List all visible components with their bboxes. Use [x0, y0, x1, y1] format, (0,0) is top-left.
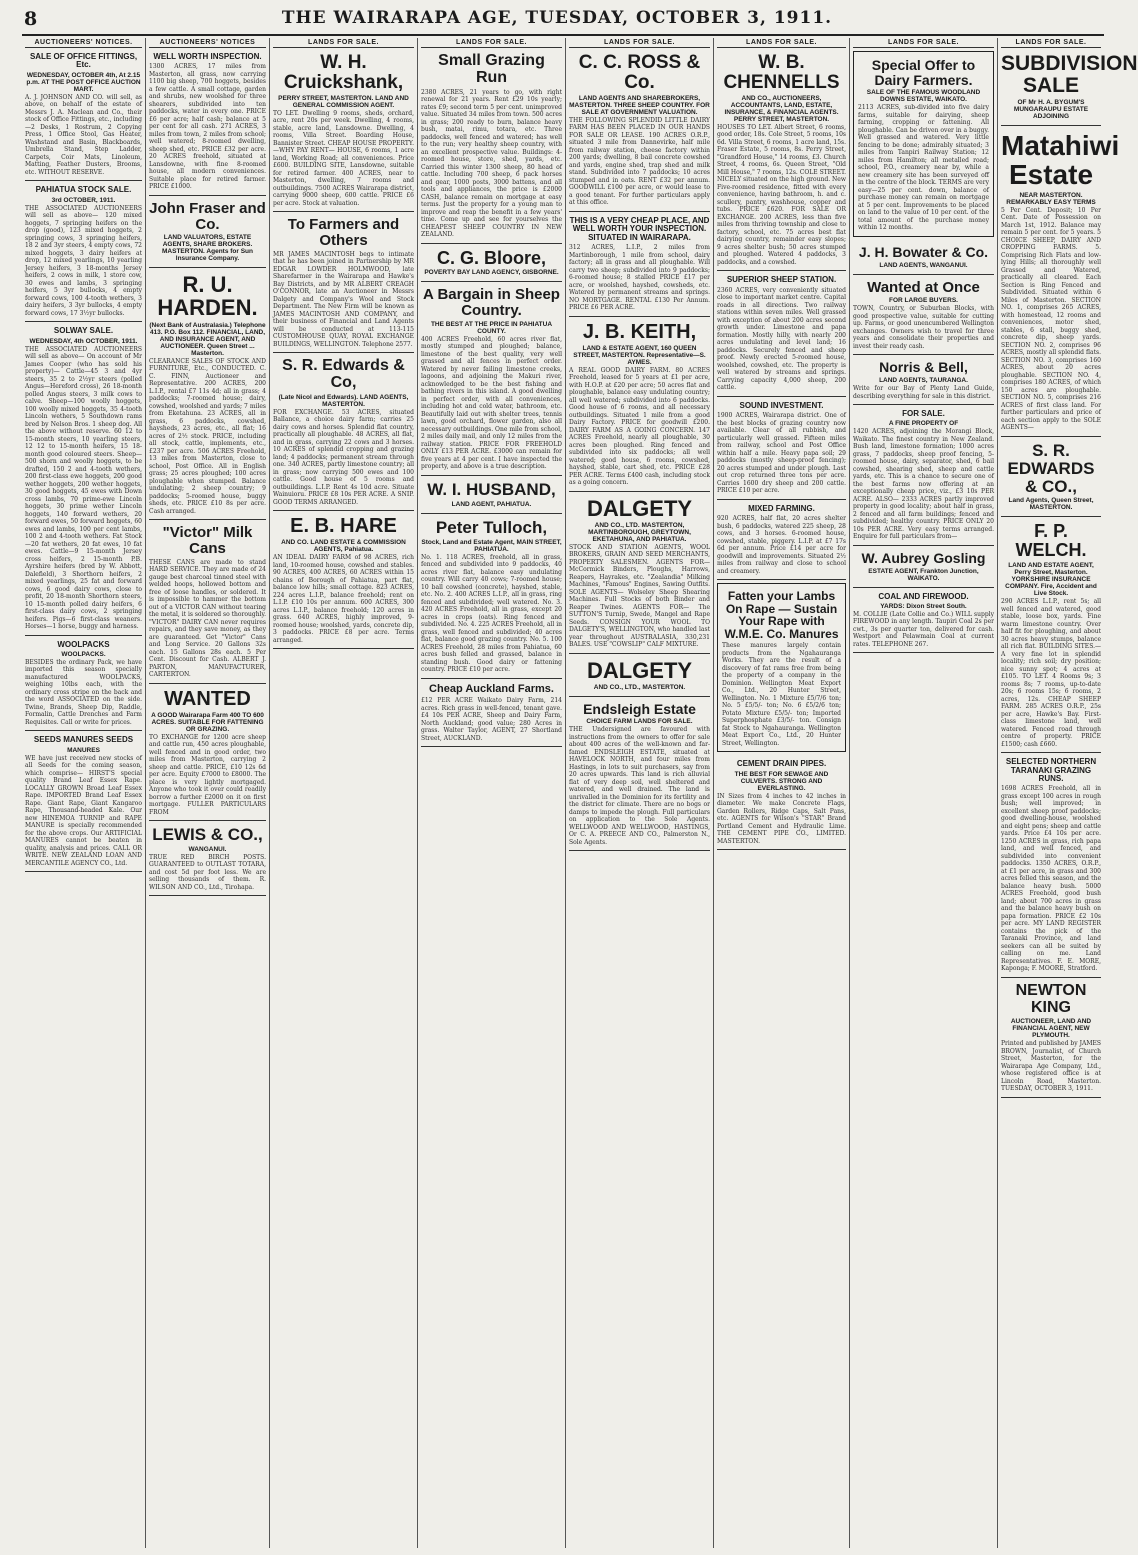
- ad-body: AN IDEAL DAIRY FARM of 98 ACRES, rich land, 10-roomed house, cowshed and stables. 90 ACRES, 400 ACRES, 60 ACRES within 15 chains of Borough of Pahiatua, part flat, balance low hills; small cottage. 823 ACRES, 224 acres L.I.P., balance freehold; rent on L.I.P. £10 10s per annum. 600 ACRES, 300 acres L.I.P., balance freehold; 120 acres in grass. 640 ACRES, highly improved, 9-roomed house; woolshed, yards, concrete dip, 3 paddocks. PRICE £8 per acre. Terms arranged.: [273, 554, 414, 644]
- advertisement-solway-sale: [25, 322, 142, 635]
- ad-subtitle: LAND AGENTS, WANGANUI.: [879, 261, 968, 269]
- page-number: 8: [24, 8, 38, 30]
- advertisement-dalgety: [569, 654, 710, 697]
- ad-title: Small Grazing Run: [438, 52, 545, 86]
- ad-title: W. Aubrey Gosling: [861, 549, 986, 566]
- advertisement-dalgety: [569, 492, 710, 654]
- ad-body: 1300 ACRES, 17 miles from Masterton, all grass, now carrying 1100 big sheep, 700 hoggets, besides a few cattle. A small cottage, garden and shrubs, new woolshed for three shearers, subdivided into ten paddocks, water in every one. PRICE £6 per acre; half cash; balance at 5 per cent for all cash. 271 ACRES, 3 miles from town, 2 miles from school; well watered; 8-roomed dwelling, sheep shed, etc. PRICE £32 per acre. 20 ACRES freehold, situated at Lansdowne, with fine 8-roomed house, all modern conveniences. Suitable place for retired farmer. PRICE £1000.: [149, 63, 266, 191]
- advertisement-victor-milk-cans: [149, 520, 266, 684]
- ad-body: IN Sizes from 4 inches to 42 inches in diameter. We make Concrete Flags, Garden Rollers, Ridge Caps, Salt Pans, etc. AGENTS for Wilson's "STAR" Brand Portland Cement and Hydraulic Lime. THE CEMENT PIPE CO., LIMITED. MASTERTON.: [717, 792, 846, 845]
- column-heading: AUCTIONEERS' NOTICES: [149, 38, 266, 48]
- column-3: [270, 38, 418, 1548]
- ad-subtitle: WEDNESDAY, OCTOBER 4th, At 2.15 p.m. AT THE POST OFFICE AUCTION MART.: [26, 71, 141, 93]
- ad-body: MR JAMES MACINTOSH begs to intimate that he has been joined in Partnership by MR EDGAR LOWDER HOLMWOOD, late Sharefarmer in the Wairarapa and Hawke's Bay Districts, and by MR ALBERT CREAGH O'CONNOR, late an Auctioneer in Messrs Dalgety and Company's Wool and Stock Department. The New Firm will be known as JAMES MACINTOSH AND COMPANY, and their business of Financial and Land Agents will be conducted at 113-115 CUSTOMHOUSE QUAY, ROYAL EXCHANGE BUILDINGS, WELLINGTON. Telephone 2577.: [273, 250, 414, 348]
- ad-body: TO EXCHANGE for 1200 acre sheep and cattle run, 450 acres ploughable, well fenced and in good order, two miles from Masterton, carrying 2 sheep and cattle. PRICE, £10 12s 6d per acre. Equity £7000 to £8000. The place is very lightly mortgaged. Anyone who took it over could readily borrow a further £2000 on it on first mortgage. FULLER PARTICULARS FROM: [149, 733, 266, 816]
- column-7: [850, 38, 998, 1548]
- ad-title: NEWTON KING: [1015, 981, 1087, 1016]
- advertisement-e-b-hare: [273, 511, 414, 649]
- ad-body: 400 ACRES Freehold, 60 acres river flat, mostly stumped and ploughed; balance, limestone of the best quality, very well grassed and all fences in perfect order. Watered by never failing limestone creeks, lagoons, and adjoining the Makuri river, acknowledged to be the best fishing and bathing rivers in this island. A good dwelling in perfect order, with all conveniences, including hot and cold water, bathroom, etc. Beautifully laid out with shelter trees, tennis lawn, good orchard, flower garden, also all necessary outbuildings. One mile from school, 2 miles daily mail, and only 12 miles from the railway station. PRICE FOR FREEHOLD ONLY £13 PER ACRE. £3000 can remain for five years at 4 per cent. I have inspected the property, and above is a true description.: [421, 335, 562, 471]
- advertisement-matahiwi-estate: [1001, 126, 1120, 437]
- masthead-rule: [22, 34, 1104, 36]
- ad-title: S. R. Edwards & Co,: [282, 357, 405, 392]
- column-heading: LANDS FOR SALE.: [569, 38, 710, 48]
- ad-subtitle: LAND AND ESTATE AGENT, Perry Street, Masterton. YORKSHIRE INSURANCE COMPANY. Fire, Accident and Live Stock.: [1005, 562, 1097, 598]
- ad-title: SUPERIOR SHEEP STATION.: [726, 275, 837, 285]
- ad-title: J. B. KEITH,: [582, 320, 697, 343]
- ad-subtitle: 3rd OCTOBER, 1911.: [51, 196, 116, 204]
- ad-body: THESE CANS are made to stand HARD SERVICE. They are made of 24 gauge best charcoal tinned steel with welded hoops, hollowed bottom and free of loose handles, or soldered. It is impossible to hammer the bottom out of a VICTOR CAN without tearing the metal, it is soldered so thoroughly. "VICTOR" DAIRY CAN never requires repairs, and they save money, as they are guaranteed. Get "Victor" Cans and Long Service. 20 Gallons 32s each. 15 Gallons 28s each. 5 Per Cent. Discount for Cash. ALBERT J. PARTON, MANUFACTURER, CARTERTON.: [149, 558, 266, 679]
- ad-subtitle: LAND AGENTS, TAURANGA.: [879, 377, 968, 384]
- ad-title: THIS IS A VERY CHEAP PLACE, AND WELL WORTH YOUR INSPECTION. SITUATED IN WAIRARAPA.: [569, 215, 710, 242]
- ad-body: 920 ACRES, half flat, 20 acres shelter bush, 6 paddocks, watered 225 sheep, 28 cows, and 3 horses. 6-roomed house, cowshed, stable, piggery. L.I.P. at £7 17s 6d per annum. Price £14 per acre for goodwill and improvements. Situated 2½ miles from railway and close to school and creamery.: [717, 515, 846, 575]
- advertisement-wanted: [149, 684, 266, 822]
- columns-container: [22, 38, 1138, 1548]
- ad-subtitle: ESTATE AGENT, Frankton Junction, WAIKATO.: [868, 567, 979, 582]
- ad-body: A. J. JOHNSON AND CO. will sell, as above, on behalf of the estate of Messrs J. A. Maclean and Co., their stock of Office Fittings, etc., including—2 Desks, 1 Rostrum, 2 Copying Press, 1 Office Stool, Gas Heater, Washstand and Basin, Blackboards, Umbrella Stand, Step Ladder, Carpets, Coir Mats, Linoleum, Matting, Feather Dusters, Brooms, etc. WITHOUT RESERVE.: [25, 93, 142, 176]
- ad-subtitle: LAND VALUATORS, ESTATE AGENTS, SHARE BROKERS. MASTERTON. Agents for Sun Insurance Company.: [162, 234, 253, 263]
- column-6: [714, 38, 850, 1548]
- ad-subtitle: NEAR MASTERTON. REMARKABLY EASY TERMS: [1006, 191, 1096, 206]
- advertisement-to-farmers-and-others: [273, 212, 414, 353]
- ad-body: BESIDES the ordinary Pack, we have imported this season specially manufactured WOOLPACKS, weighing 10lbs each, with the ordinary cross stripe on the back and the word ASSOCIATED on the side. Twine, Brands, Sheep Dip, Raddle, Formalin, Cattle Drenches and Farm Requisites. Call or write for prices.: [25, 658, 142, 726]
- ad-title: Endsleigh Estate: [583, 700, 696, 717]
- advertisement-coal-and-firewood: [853, 588, 994, 654]
- ad-subtitle: OF Mr H. A. BYGUM'S MUNGARAUPU ESTATE ADJOINING: [1013, 99, 1089, 121]
- advertisement-norris-bell: [853, 355, 994, 405]
- advertisement-c-c-ross-co: [569, 48, 710, 212]
- column-8: [998, 38, 1138, 1548]
- advertisement-newton-king: [1001, 978, 1101, 1098]
- ad-body: 5 Per Cent. Deposit; 10 Per Cent. Date of Possession on March 1st, 1912. Balance may remain 5 per cent. for 5 years. 5 CHOICE SHEEP, DAIRY AND CROPPING FARMS. 5. Comprising Rich Flats and low-lying Hills; all thoroughly well Grassed and Watered, practically all cleared. Each Section is Ring Fenced and Subdivided. Situated within 6 Miles of Masterton. SECTION NO. 1, comprises 265 ACRES, with homestead, 12 rooms and conveniences, motor shed, stables, 6 stall, buggy shed, concrete dip, sheep yards. SECTION NO. 2, comprises 96 ACRES, mostly all splendid flats. SECTION NO. 3, comprises 160 ACRES, about 20 acres ploughable. SECTION NO. 4, comprises 180 ACRES, of which 150 acres are ploughable. SECTION NO. 5, comprises 216 ACRES of first class land. For further particulars and price of each section apply to the SOLE AGENTS—: [1001, 206, 1101, 432]
- advertisement-john-fraser-and-co: [149, 196, 266, 269]
- ad-title: SALE OF OFFICE FITTINGS, Etc.: [29, 52, 138, 70]
- column-5: [566, 38, 714, 1548]
- ad-title: Norris & Bell,: [879, 359, 968, 376]
- ad-title: WOOLPACKS: [57, 639, 110, 649]
- ad-body: TRUE RED BIRCH POSTS. GUARANTEED to OUTLAST TOTARA, and cost 5d per foot less. We are selling thousands of them. R. WILSON AND CO., Ltd., Tirohapa.: [149, 853, 266, 891]
- advertisement-a-bargain-in-sheep-country: [421, 282, 562, 476]
- advertisement-w-i-husband: [421, 476, 562, 514]
- ad-subtitle: WANGANUI.: [188, 845, 227, 853]
- ad-title: DALGETY: [586, 657, 693, 683]
- advertisement-mixed-farming: [717, 500, 846, 580]
- advertisement-wanted-at-once: [853, 275, 994, 356]
- ad-subtitle: AND CO., LTD., MASTERTON.: [593, 683, 686, 691]
- advertisement-s-r-edwards-co: [1001, 437, 1101, 518]
- ad-subtitle: LAND AGENT, PAHIATUA.: [451, 500, 532, 508]
- ad-body: 2360 ACRES, very conveniently situated close to important market centre. Capital roads in all directions. Two railway stations within seven miles. Well grassed with exception of about 200 acres second growth under. Limestone and papa formation. Mostly hilly, with nearly 200 acres undulating and level land; 16 paddocks. Securely fenced and sheep proof. Newly erected 5-roomed house, woolshed, cowshed, etc. The property is well watered by streams and springs. Carrying capacity 4,000 sheep, 200 cattle.: [717, 286, 846, 392]
- ad-body: CLEARANCE SALES OF STOCK AND FURNITURE, Etc., CONDUCTED. C. C. FINN, Auctioneer and Representative. 200 ACRES, 200 L.I.P., rental £7 11s 4d; all in grass; 4 paddocks; 7-roomed house; dairy, cowshed, woolshed and yards; 7 miles from Eketahuna. 23 ACRES, all in grass, 6 paddocks, cowshed, haysheds, 23 acres, etc., all flat; 16 acres of 2½ stock. PRICE, including all stock, cattle, implements, etc., £237 per acre. 506 ACRES Freehold, 13 miles from Masterton, close to school, Post Office. All in English grass; 25 acres ploughed; 100 acres ploughable when stumped. Balance undulating; 2 sheep country; 9 paddocks; 5-roomed house, buggy sheds, etc. PRICE £10 8s per acre. Cash arranged.: [149, 357, 266, 515]
- ad-body: THE FOLLOWING SPLENDID LITTLE DAIRY FARM HAS BEEN PLACED IN OUR HANDS FOR SALE OR LEASE. 190 ACRES O.R.P., situated 3 mile from Dannevirke, half mile from railway station, cheese factory within 200 yards; dwelling, 8 bail concrete cowshed and yards, engine shed, trap shed and milk stand. Subdivided into 7 paddocks; 10 acres stumped and in oats. RENT £32 per annum. GOODWILL £100 per acre, or would lease to a good tenant. For further particulars apply at this office.: [569, 116, 710, 207]
- ad-title: SOLWAY SALE.: [53, 326, 114, 336]
- advertisement-fatten-your-lambs-on-rape-sustain-your-r: [717, 583, 846, 752]
- newspaper-title: THE WAIRARAPA AGE, TUESDAY, OCTOBER 3, 1911.: [281, 8, 833, 28]
- advertisement-selected-northern-taranaki-grazing-runs: [1001, 753, 1101, 978]
- ad-body: TO LET. Dwelling 9 rooms, sheds, orchard, acre, rent 20s per week. Dwelling, 4 rooms, stable, acre land, Lansdowne. Dwelling, 4 rooms, Villa Street. Boarding House, Bannister Street. CHEAP HOUSE PROPERTY.—WHY PAY RENT— HOUSE, 6 rooms, 1 acre land, Working Road; all conveniences. Price £600. BUILDING SITE, Lansdowne, suitable for retired farmer. 400 ACRES, near to Masterton, dwelling, 7 rooms and outbuildings. 7500 ACRES Wairarapa district, carrying 9000 sheep, 600 cattle. PRICE £6 per acre. Stock at valuation.: [273, 109, 414, 207]
- ad-subtitle: Land Agents, Queen Street, MASTERTON.: [1008, 497, 1094, 512]
- advertisement-small-grazing-run: [421, 48, 562, 244]
- column-heading: LANDS FOR SALE.: [1001, 38, 1101, 48]
- ad-title: John Fraser and Co.: [149, 199, 266, 233]
- column-1: [22, 38, 146, 1548]
- advertisement-cheap-auckland-farms: [421, 679, 562, 748]
- ad-subtitle: SALE OF THE FAMOUS WOODLAND DOWNS ESTATE, WAIKATO.: [866, 89, 981, 104]
- ad-body: STOCK AND STATION AGENTS, WOOL BROKERS, GRAIN AND SEED MERCHANTS, PROPERTY SALESMEN. AGENTS FOR— McCormick Binders, Ploughs, Harrows, Reapers, Hayrakes, etc. "Zealandia" Milking Machines, "Famous" Engines, Sawing Outfits. SOLE AGENTS— Wolseley Sheep Shearing Machines. Full Stocks of both Binder and Reaper Twines. AGENTS FOR— The SUTTON'S Turnip, Swede, Mangel and Rape Seeds. CONSIGN YOUR WOOL TO DALGETY'S, WELLINGTON, who handled last year throughout AUSTRALASIA, 330,231 BALES. USE "COWSLIP" CALF MIXTURE.: [569, 543, 710, 649]
- ad-title: Peter Tulloch,: [435, 517, 548, 537]
- column-heading: LANDS FOR SALE.: [273, 38, 414, 48]
- ad-title: Wanted at Once: [867, 278, 980, 296]
- column-4: [418, 38, 566, 1548]
- ad-body: 2113 ACRES, sub-divided into five dairy farms, suitable for dairying, sheep farming, cropping or fattening. All ploughable. Can be driven over in a buggy. Well grassed and watered. Very little fencing to be done; admirably situated; 3 miles from Tanpiri Railway Station; 12 miles from Hamilton; all metalled road; school, P.O., creamery near by, while a new creamery site has been surveyed off in the centre of the block. TERMS are very easy—25 per cent. down, balance of purchase money can remain on mortgage at 5 per cent. Improvements to be placed on land to the value of 10 per cent. of the total amount of the purchase money within 12 months.: [858, 104, 989, 232]
- ad-body: No. 1. 118 ACRES, freehold, all in grass, fenced and subdivided into 9 paddocks, 40 acres river flat, balance easy undulating country. Will carry 40 cows; 7-roomed house; 10 ball cowshed (concrete), hayshed, stable, etc. No. 2. 400 ACRES L.I.P., all in grass, ring fenced and subdivided; well watered. No. 3. 420 ACRES Freehold, all in grass, except 20 acres in crops (oats). Ring fenced and subdivided. No. 4. 225 ACRES Freehold, all in grass, well fenced and subdivided; 40 acres flat, balance good grazing country. No. 5. 100 ACRES Freehold, 28 miles from Pahiatua, 60 acres bush felled and grassed, balance in standing bush. Good dairy or fattening country. PRICE £10 per acre.: [421, 553, 562, 674]
- ad-subtitle: CHOICE FARM LANDS FOR SALE.: [586, 718, 693, 726]
- ad-title: C. C. ROSS & Co.: [578, 52, 701, 93]
- ad-subtitle: WOOLPACKS.: [61, 650, 106, 658]
- ad-body: 2380 ACRES, 21 years to go, with right renewal for 21 years. Rent £29 10s yearly; rates £9; second term 5 per cent. unimproved value. Situated 34 miles from town. 500 acres in grass; 200 ready to burn, balance heavy bush, matai, rimu, totara, etc. Three paddocks, well fenced and watered; has well to the run; very healthy sheep country, with an excellent prospective value. Buildings: 4-roomed house, store, shed, yards, etc. Carried this winter 1300 sheep, 80 head of cattle. Including 700 sheep, 6 pack horses and gear, 1000 posts, 3000 battens, and all tools and appliances, the price is £2000 CASH, balance remain on mortgage at easy terms. Just the property for a young man to improve and reap the benefit in a few years' time. Come up and see for yourselves the CHEAPEST SHEEP COUNTRY IN NEW ZEALAND.: [421, 88, 562, 239]
- advertisement-superior-sheep-station: [717, 271, 846, 396]
- ad-body: 1420 ACRES, adjoining the Morangi Block, Waikato. The finest country in New Zealand. Bush land, limestone formation; 1000 acres grass, 7 paddocks, sheep proof fencing, 5-roomed house, dairy, separator, shed, 6 bail cowshed, shearing shed, sheep and cattle yards, etc. This is a chance to secure one of the best farms now offering at an exceptionally cheap price, viz., £3 10s PER ACRE. ALSO— 2333 ACRES partly improved property in good locality; about half in grass, 2 fenced and all farm buildings; fenced and subdivided; healthy country. PRICE ONLY 20 10s PER ACRE. Very easy terms arranged. Enquire for full particulars from—: [853, 428, 994, 541]
- ad-title: C. G. Bloore,: [436, 247, 546, 268]
- ad-title: DALGETY: [586, 495, 693, 521]
- ad-subtitle: WEDNESDAY, 4th OCTOBER, 1911.: [29, 337, 138, 345]
- column-heading: AUCTIONEERS' NOTICES.: [25, 38, 142, 48]
- ad-subtitle: AND CO., LTD. MASTERTON, MARTINBOROUGH, GREYTOWN, EKETAHUNA, AND PAHIATUA.: [588, 521, 691, 543]
- advertisement-w-b-chennells: [717, 48, 846, 271]
- advertisement-cement-drain-pipes: [717, 755, 846, 850]
- advertisement-c-g-bloore: [421, 244, 562, 283]
- ad-body: THE ASSOCIATED AUCTIONEERS will sell as above— On account of Mr James Cooper (who has sold his property)— Cattle—45 3 and 4yr steers, 35 2 to 2½yr steers (polled Angus—Hereford cross), 26 18-month polled Angus steers, 3 milk cows to calve. Sheep—100 woolly hoggets, 100 woolly mixed hoggets, 35 4-tooth Lincoln wethers, 5 Southdown rams bred by Nelson Bros. 1 sheep dog. All the above without reserve. 60 12 to 15-month steers, 10 yearling steers, 12 12 to 15-month heifers, 15 18-month good coloured steers. Sheep—500 shorn and woolly hoggets, to be drafted, 150 2 and 4-tooth wethers, 200 first-class ewe hoggets, 200 good wether hoggets, 200 wether hoggets, 30 good hoggets, 45 ewes with Down cross lambs, 70 prime-ewe Lincoln hoggets, 30 prime wether Lincoln hoggets, 140 forward wethers, 20 forward ewes, 50 forward hoggets, 60 ewes and lambs, 100 per cent lambs, 100 2 and 4-tooth wethers. Fat Stock—20 fat wethers, 20 fat ewes, 10 fat ewes. Cattle—9 15-month Jersey cross heifers, 2 15-month P.B. Ayrshire heifers (bred by W. Abbott, Dalefield), 3 Shorthorn heifers, 2 mixed yearlings, 25 fat and forward cows, 6 good dairy cows, close to profit, 20 18-month Shorthorn steers, 10 15-month polled dairy heifers, 6 first-class dairy cows, 2 springing heifers. Pigs—6 first-class weaners. Horses—1 horse, buggy and harness.: [25, 345, 142, 631]
- ad-subtitle: A FINE PROPERTY OF: [888, 420, 959, 428]
- ad-subtitle: (Late Nicol and Edwards). LAND AGENTS, MASTERTON.: [278, 393, 409, 408]
- ad-title: S. R. EDWARDS & CO.,: [1007, 440, 1095, 496]
- advertisement-sale-of-office-fittings-etc: [25, 48, 142, 181]
- ad-subtitle: FOR LARGE BUYERS.: [889, 297, 958, 305]
- ad-title: FOR SALE.: [902, 409, 945, 418]
- column-heading: LANDS FOR SALE.: [421, 38, 562, 48]
- advertisement-this-is-a-very-cheap-place-and-well-wort: [569, 212, 710, 317]
- ad-title: Special Offer to Dairy Farmers.: [871, 57, 976, 88]
- ad-title: WELL WORTH INSPECTION.: [153, 52, 262, 61]
- ad-body: 1900 ACRES, Wairarapa district. One of the best blocks of grazing country now available. Clear of all rubbish, and particularly well grassed. Fifteen miles from railway, school and Post Office within half a mile. Heavy papa soil; 29 paddocks (mostly sheep-proof fencing); 20 acres stumped and under plough. Last out crop returned three tons per acre. Carries 1600 dry sheep and 200 cattle. PRICE £10 per acre.: [717, 412, 846, 495]
- ad-subtitle: A GOOD Wairarapa Farm 400 TO 600 ACRES. SUITABLE FOR FATTENING OR GRAZING.: [151, 711, 264, 733]
- advertisement-lewis-co: [149, 821, 266, 896]
- ad-title: "Victor" Milk Cans: [162, 524, 253, 557]
- ad-body: 290 ACRES L.I.P., rent 5s; all well fenced and watered, good stable, loose box, yards. Fine warm limestone country. Over half fit for ploughing, and about 30 acres heavy stumps, balance all rich flat. BUILDING SITES.—A very fine lot in splendid locality; rich soil; dry position; nice sunny spot; 4 acres at £105. TO LET. 4 Rooms 9s; 3 rooms 8s; 7 rooms, up-to-date 20s; 6 rooms 15s; 6 rooms, 2 acres, 12s. CHEAP SHEEP FARM. 285 ACRES O.R.P., 25s per acre, Hawke's Bay. First-class limestone land, well watered. Fenced road through centre of property. PRICE £1500; cash £660.: [1001, 598, 1101, 748]
- ad-subtitle: AND CO., AUCTIONEERS, ACCOUNTANTS, LAND, ESTATE, INSURANCE, & FINANCIAL AGENTS. PERRY STREET, MASTERTON.: [724, 94, 839, 123]
- ad-title: SEEDS MANURES SEEDS: [33, 735, 134, 745]
- ad-title: MIXED FARMING.: [748, 503, 815, 513]
- advertisement-sound-investment: [717, 397, 846, 500]
- ad-subtitle: PERRY STREET, MASTERTON. LAND AND GENERAL COMMISSION AGENT.: [278, 94, 409, 109]
- advertisement-j-b-keith: [569, 317, 710, 492]
- ad-subtitle: YARDS: Dixon Street South.: [880, 602, 967, 610]
- advertisement-r-u-harden: [149, 268, 266, 520]
- ad-body: M. COLLIE (Late Collie and Co.) WILL supply FIREWOOD in any length. Taupiri Coal 2s per cwt., 3s per quarter ton, delivered for cash. Westport and Pelawmain Coal at current rates. TELEPHONE 267.: [853, 610, 994, 648]
- ad-body: Write for our Bay of Plenty Land Guide, describing everything for sale in this district.: [853, 385, 994, 400]
- advertisement-special-offer-to-dairy-farmers: [853, 51, 994, 237]
- ad-title: F. P. WELCH.: [1015, 521, 1087, 561]
- ad-title: W. I. HUSBAND,: [427, 479, 556, 499]
- ad-body: TOWN, Country, or Suburban Blocks, with good prospective value, suitable for cutting up. Farms, or good unencumbered Wellington exchanges. Owners wish to travel for three years and consolidate their properties and invest their ready cash.: [853, 305, 994, 350]
- ad-title: SELECTED NORTHERN TARANAKI GRAZING RUNS.: [1005, 757, 1097, 783]
- ad-subtitle: Stock, Land and Estate Agent, MAIN STREET, PAHIATUA.: [421, 538, 562, 553]
- ad-body: These manures largely contain products from the Ngahauranga Works. They are the result of a discovery of fat rams free from being the property of a company in the Dominion. Wellington Meat Export Co., Ltd., 20 Hunter Street, Wellington. No. 1 Mixture £5/7/6 ton; No. 5 £5/5/- ton; No. 6 £5/2/6 ton; Potato Mixture £5/5/- ton; Imported Superphosphate £3/5/- ton. Consign fat Stock to Ngahauranga. Wellington Meat Export Co., Ltd., 20 Hunter Street, Wellington.: [722, 642, 841, 747]
- advertisement-woolpacks: [25, 636, 142, 732]
- ad-title: SUBDIVISION SALE: [1001, 52, 1138, 98]
- ad-title: W. B. CHENNELLS: [723, 52, 840, 93]
- advertisement-for-sale: [853, 405, 994, 546]
- ad-title: LEWIS & CO.,: [152, 825, 263, 845]
- column-heading: LANDS FOR SALE.: [717, 38, 846, 48]
- ad-title: Matahiwi Estate: [1001, 130, 1120, 191]
- ad-title: COAL AND FIREWOOD.: [878, 591, 969, 601]
- advertisement-peter-tulloch: [421, 514, 562, 679]
- ad-body: HOUSES TO LET. Albert Street, 6 rooms, good order, 18s. Cole Street, 5 rooms, 10s 6d. Villa Street, 6 rooms, 1 acre land, 15s. Fraser Estate, 5 rooms, 8s. Perry Street, "Grandford House," 14 rooms, £3. Church Street, 4 rooms, 6s. Queen Street, "Old Mill House," 7 rooms, 12s. COLE STREET. NICELY situated on the high ground. New Five-roomed residence, fitted with every convenience, having bathroom, h. and c. scullery, pantry, washhouse, copper and tubs. PRICE £620. FOR SALE OR EXCHANGE. 200 ACRES, less than five miles from thriving township and close to factory, school, etc. 75 acres best flat dairying country, remainder easy slopes; 9 acres shelter bush; 50 acres stumped and ploughed. Watered 4 paddocks, 3 paddocks, and a cowshed.: [717, 123, 846, 266]
- ad-subtitle: LAND & ESTATE AGENT, 160 QUEEN STREET, MASTERTON. Representative—S. AYMES.: [573, 344, 706, 366]
- ad-title: WANTED: [164, 687, 251, 710]
- ad-title: E. B. HARE: [290, 515, 397, 538]
- ad-title: SOUND INVESTMENT.: [739, 400, 824, 410]
- ad-body: A REAL GOOD DAIRY FARM. 80 ACRES Freehold, leased for 5 years at £1 per acre, with H.O.P. at £20 per acre; 50 acres flat and ploughable, balance easy undulating country; all well watered; subdivided into 6 paddocks. Good house of 6 rooms, and all necessary outbuildings. Situated 1 mile from a good Dairy Factory. PRICE for goodwill £200. DAIRY FARM AS A GOING CONCERN. 147 ACRES Freehold, nearly all ploughable, 30 acres been ploughed. Ring fenced and subdivided into six paddocks; all well watered; good house, 6 rooms, cowshed, hayshed, stable, cart shed, etc. PRICE £28 PER ACRE. Terms £400 cash, including stock as a going concern.: [569, 366, 710, 487]
- advertisement-pahiatua-stock-sale: [25, 181, 142, 322]
- ad-body: Printed and published by JAMES BROWN, Journalist, of Church Street, Masterton, for the Wairarapa Age Company, Ltd., whose registered office is at Lincoln Road, Masterton. TUESDAY, OCTOBER 3, 1911.: [1001, 1040, 1101, 1093]
- ad-subtitle: MANURES: [67, 746, 100, 754]
- ad-subtitle: POVERTY BAY LAND AGENCY, GISBORNE.: [424, 269, 559, 277]
- ad-subtitle: THE BEST FOR SEWAGE AND CULVERTS. STRONG AND EVERLASTING.: [734, 770, 829, 792]
- advertisement-endsleigh-estate: [569, 697, 710, 852]
- ad-subtitle: THE BEST AT THE PRICE IN PAHIATUA COUNTY.: [430, 320, 553, 335]
- ad-body: £12 PER ACRE Waikato Dairy Farm, 214 acres. Rich grass in well-fenced, tenant gave. £4 10s PER ACRE, Sheep and Dairy Farm, North Auckland; good value; 280 Acres in grass. Walter Taylor, AGENT, 27 Shortland Street, AUCKLAND.: [421, 697, 562, 742]
- ad-body: 312 ACRES, L.I.P., 2 miles from Martinborough, 1 mile from school, dairy factory; all in grass and all ploughable. Will carry two sheep; subdivided into 9 paddocks; 6-roomed house; 8 stalled PRICE £17 per acre, or woolshed, hayshed, cowsheds, etc. Watered by permanent streams and springs. NO MORTGAGE. RENTAL £130 Per Annum. PRICE £6 PER ACRE.: [569, 244, 710, 312]
- ad-body: THE ASSOCIATED AUCTIONEERS will sell as above— 120 mixed hoggets, 7 springing heifers on the drop (good), 123 mixed hoggets, 2 springing cows, 3 springing heifers, 18 2 and 3yr steers, 4 empty cows, 72 mixed hoggets, 3 dairy heifers at drop, 12 mixed yearlings, 10 yearling Jersey heifers, 3 18-months Jersey heifers, 2 cows in milk, 1 store cow, 30 ewes and lambs, 3 springing heifers, 5 3yr bullocks, 4 empty forward cows, 100 4-tooth wethers, 3 dairy heifers, 3 3yr bullocks, 4 empty forward cows, 17 3½yr bullocks.: [25, 204, 142, 317]
- column-heading: LANDS FOR SALE.: [853, 38, 994, 48]
- ad-title: Fatten your Lambs On Rape — Sustain Your Rape with W.M.E. Co. Manures: [724, 589, 839, 641]
- ad-title: J. H. Bowater & Co.: [858, 243, 989, 260]
- ad-title: CEMENT DRAIN PIPES.: [736, 759, 827, 769]
- ad-title: R. U. HARDEN.: [157, 272, 258, 321]
- ad-subtitle: (Next Bank of Australasia.) Telephone 413. P.O. Box 112. FINANCIAL, LAND, AND INSURANCE AGENT, AND AUCTIONEER. Queen Street ... Masterton.: [149, 321, 266, 357]
- advertisement-w-aubrey-gosling: [853, 546, 994, 588]
- ad-body: FOR EXCHANGE. 53 ACRES, situated Ballance, a choice dairy farm; carries 25 dairy cows and horses. Splendid flat country, practically all ploughable. 48 ACRES, all flat, and in grass, carrying 22 cows and 3 horses. 10 ACRES of splendid cropping and grazing land; 4 paddocks; permanent stream through one. 340 ACRES, partly limestone country; all in grass; now carrying 500 ewes and 100 cattle. Good house of 5 rooms and outbuildings. L.I.P. Rent 4s 10d acre. Situate Wainuioru. PRICE £8 10s PER ACRE. A SNIP. GOOD TERMS ARRANGED.: [273, 408, 414, 506]
- advertisement-well-worth-inspection: [149, 48, 266, 196]
- ad-body: THE Undersigned are favoured with instructions from the owners to offer for sale about 400 acres of the well-known and far-famed ENDSLEIGH ESTATE, situated at HAVELOCK NORTH, and four miles from Hastings, in lots to suit purchasers, say from 20 acres upwards. This land is rich alluvial flat of very deep soil, well sheltered and watered, and well drained. The land is unrivalled in the Dominion for its fertility and the district for climate. There are no bogs or damps to impede the plough. Full particulars on application to the Sole Agents. WELLWOOD AND WELLWOOD, HASTINGS, Or C. A. PREECE AND CO., Palmerston N., Sole Agents.: [569, 726, 710, 846]
- ad-subtitle: LAND AGENTS AND SHAREBROKERS, MASTERTON. THREE SHEEP COUNTRY. FOR SALE AT GOVERNMENT VALUATION.: [569, 94, 710, 116]
- advertisement-s-r-edwards-co: [273, 353, 414, 511]
- advertisement-w-h-cruickshank: [273, 48, 414, 212]
- ad-title: PAHIATUA STOCK SALE.: [35, 185, 132, 195]
- advertisement-seeds-manures-seeds: [25, 731, 142, 872]
- ad-title: A Bargain in Sheep Country.: [423, 286, 560, 320]
- column-2: [146, 38, 270, 1548]
- ad-title: To Farmers and Others: [287, 216, 400, 250]
- advertisement-f-p-welch: [1001, 517, 1101, 753]
- advertisement-subdivision-sale: [1001, 48, 1138, 126]
- ad-title: Cheap Auckland Farms.: [429, 682, 554, 695]
- masthead: [0, 0, 1114, 40]
- ad-body: WE have just received new stocks of all Seeds for the coming season, which comprise— HIRST'S special quality Brand Leaf Essex Rape. LOCALLY GROWN Broad Leaf Essex Rape. IMPORTED Brand Leaf Essex Rape. Giant Rape, Giant Kangaroo Rape, Thousand-headed Kale. Our new HINEMOA TURNIP and RAPE MANURE is specially recommended for the above crops. Our ARTIFICIAL MANURES cannot be beaten in quality, analysis and prices. CALL OR WRITE. NEW ZEALAND LOAN AND MERCANTILE AGENCY CO., Ltd.: [25, 754, 142, 867]
- advertisement-j-h-bowater-co: [853, 240, 994, 275]
- ad-title: W. H. Cruickshank,: [283, 52, 404, 93]
- ad-body: 1698 ACRES Freehold, all in grass except 100 acres in rough bush; well improved; in excellent sheep proof paddocks; good dwelling-house, woolshed and eight pens; sheep and cattle yards. Price £4 10s per acre. 1250 ACRES in grass, rich papa land, and well fenced, and subdivided into convenient paddocks. 1350 ACRES, O.R.P., at £1 per acre, in grass and 300 acres felled this season, and the balance heavy bush. 5000 ACRES Freehold, good bush land; about 700 acres in grass and the balance heavy bush on papa formation. PRICE £2 10s per acre. MY LAND REGISTER contains the pick of the Taranaki Province, and land seekers can all be suited by calling on me. Land Representatives. F. E. MORE, Kaponga; F. MOORE, Stratford.: [1001, 785, 1101, 973]
- ad-subtitle: AUCTIONEER, LAND AND FINANCIAL AGENT, NEW PLYMOUTH.: [1010, 1018, 1092, 1040]
- ad-subtitle: AND CO. LAND ESTATE & COMMISSION AGENTS, Pahiatua.: [281, 539, 406, 554]
